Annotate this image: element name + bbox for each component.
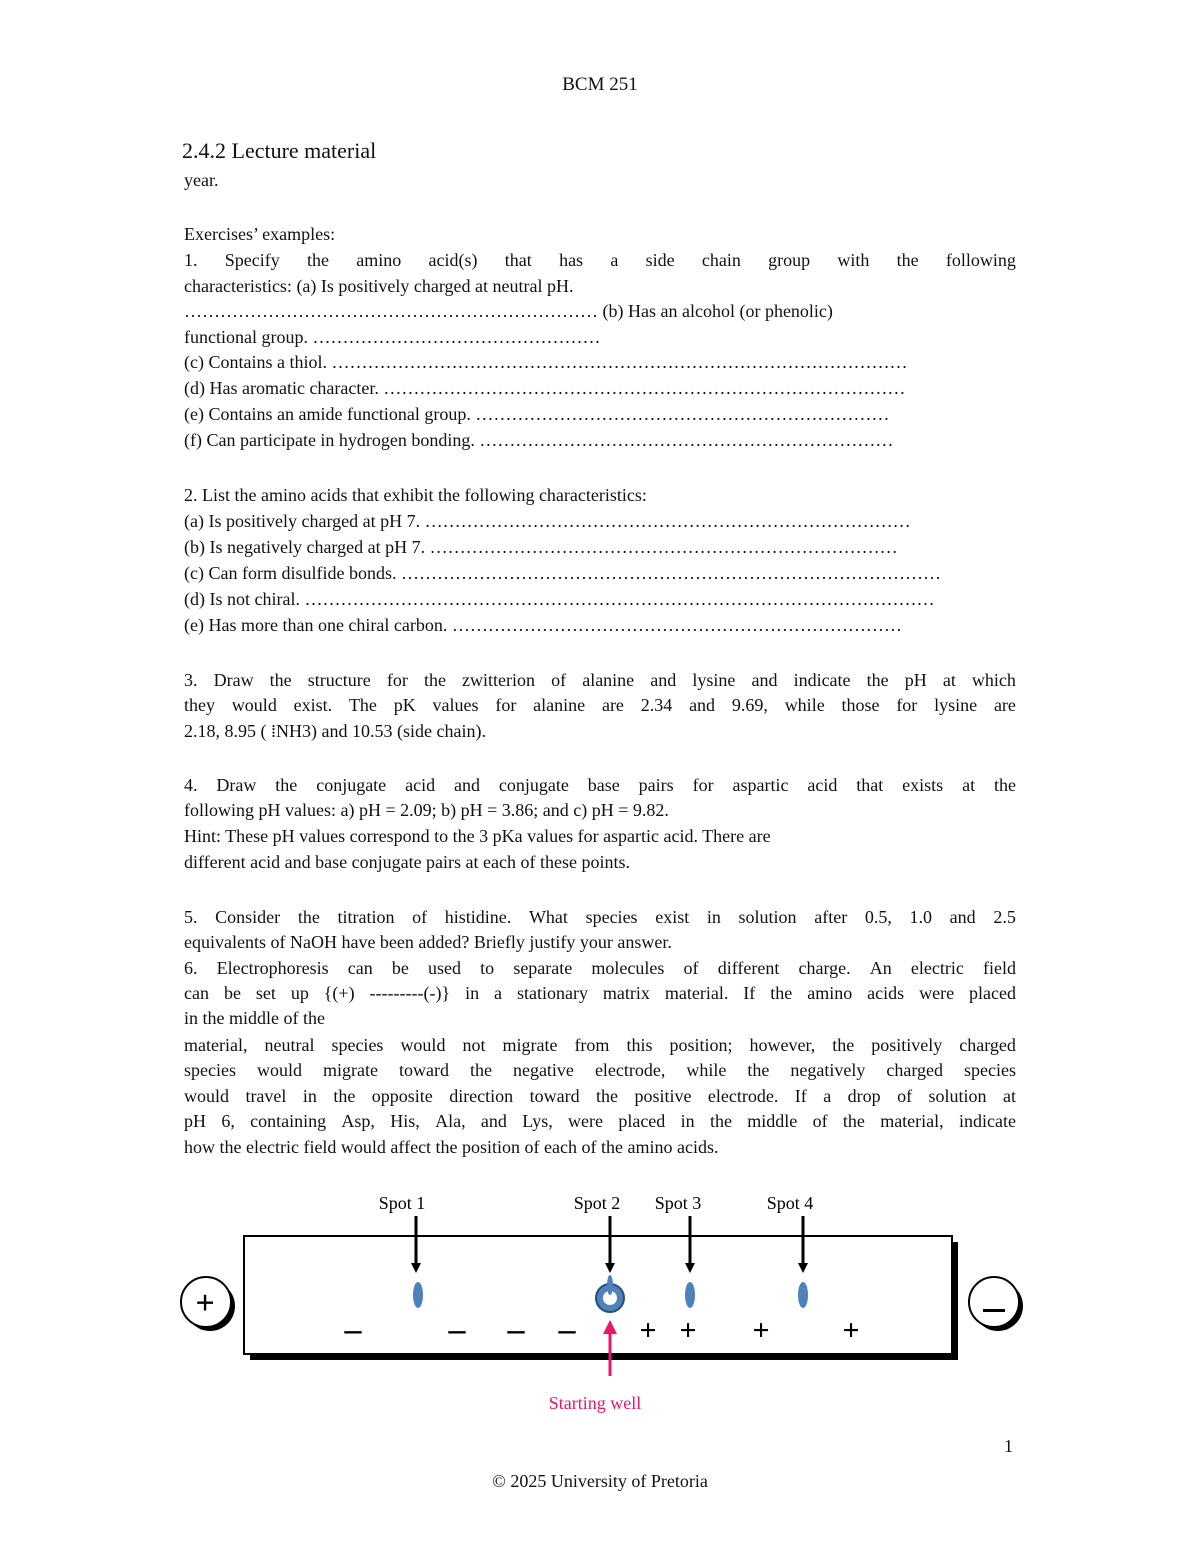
q1-item-d: (d) Has aromatic character. …………………………………………………………………………… — [184, 378, 906, 398]
matrix-sign: – — [344, 1311, 362, 1348]
q2-intro: 2. List the amino acids that exhibit the following characteristics: — [184, 485, 647, 505]
q5-line-2: equivalents of NaOH have been added? Briefly justify your answer. — [184, 932, 672, 952]
matrix-sign: + — [842, 1314, 860, 1347]
spot-2-label: Spot 2 — [573, 1193, 621, 1213]
q1-line-3: …………………………………………………………… (b) Has an alcohol (or phenolic) — [184, 301, 833, 321]
q3-line-3: 2.18, 8.95 ( ⁞NH3) and 10.53 (side chain). — [184, 721, 486, 741]
section-title: 2.4.2 Lecture material — [182, 138, 377, 163]
positive-electrode — [181, 1277, 235, 1331]
matrix-sign: – — [448, 1311, 466, 1348]
q2-item-e: (e) Has more than one chiral carbon. ………………………………………………………………… — [184, 615, 902, 635]
q4-hint-line-1: Hint: These pH values correspond to the 3 pKa values for aspartic acid. There are — [184, 826, 771, 846]
spot-3 — [685, 1282, 695, 1308]
positive-electrode-sign: + — [195, 1285, 215, 1322]
negative-electrode-sign — [983, 1309, 1005, 1312]
q6-line-6: would travel in the opposite direction toward the positive electrode. If a drop of solution at — [184, 1086, 1016, 1106]
electrophoresis-diagram — [0, 1180, 1200, 1420]
q6-line-2: can be set up {(+) ---------(-)} in a stationary matrix material. If the amino acids were placed — [184, 983, 1016, 1003]
page-header: BCM 251 — [562, 74, 638, 95]
copyright: © 2025 University of Pretoria — [492, 1471, 708, 1491]
q2-item-a: (a) Is positively charged at pH 7. ……………………………………………………………………… — [184, 511, 911, 531]
q1-item-f: (f) Can participate in hydrogen bonding. …………………………………………………………… — [184, 430, 894, 450]
q2-item-b: (b) Is negatively charged at pH 7. …………………………………………………………………… — [184, 537, 898, 557]
q1-item-e: (e) Contains an amide functional group. …………………………………………………………… — [184, 404, 890, 424]
q1-line-2: characteristics: (a) Is positively charged at neutral pH. — [184, 276, 574, 296]
matrix-sign: – — [507, 1311, 525, 1348]
page-number: 1 — [1004, 1436, 1013, 1456]
q2-item-c: (c) Can form disulfide bonds. ……………………………………………………………………………… — [184, 563, 941, 583]
exercises-heading: Exercises’ examples: — [184, 224, 336, 244]
matrix-sign: + — [679, 1314, 697, 1347]
starting-well-label: Starting well — [548, 1393, 642, 1413]
section-subtitle: year. — [184, 170, 219, 190]
spot-1 — [413, 1282, 423, 1308]
matrix-sign: + — [752, 1314, 770, 1347]
q2-item-d: (d) Is not chiral. …………………………………………………………………………………………… — [184, 589, 935, 609]
spot-1-label: Spot 1 — [378, 1193, 426, 1213]
q3-line-2: they would exist. The pK values for alanine are 2.34 and 9.69, while those for lysine are — [184, 695, 1016, 715]
spot-3-label: Spot 3 — [654, 1193, 702, 1213]
q4-hint-line-2: different acid and base conjugate pairs at each of these points. — [184, 852, 630, 872]
q6-line-1: 6. Electrophoresis can be used to separate molecules of different charge. An electric field — [184, 958, 1016, 978]
q1-item-c: (c) Contains a thiol. …………………………………………………………………………………… — [184, 352, 908, 372]
matrix-sign: + — [639, 1314, 657, 1347]
q6-line-4: material, neutral species would not migrate from this position; however, the positively charged — [184, 1035, 1016, 1055]
matrix-sign: – — [558, 1311, 576, 1348]
q1-line-4: functional group. ………………………………………… — [184, 327, 601, 347]
q6-line-3: in the middle of the — [184, 1008, 325, 1028]
q6-line-7: pH 6, containing Asp, His, Ala, and Lys, were placed in the middle of the material, indicate — [184, 1111, 1016, 1131]
spot-4-label: Spot 4 — [766, 1193, 814, 1213]
q4-line-2: following pH values: a) pH = 2.09; b) pH = 3.86; and c) pH = 9.82. — [184, 800, 669, 820]
negative-electrode — [969, 1277, 1023, 1331]
q1-line-1: 1. Specify the amino acid(s) that has a side chain group with the following — [184, 250, 1016, 270]
q4-line-1: 4. Draw the conjugate acid and conjugate base pairs for aspartic acid that exists at the — [184, 775, 1016, 795]
q5-line-1: 5. Consider the titration of histidine. What species exist in solution after 0.5, 1.0 and 2.5 — [184, 907, 1016, 927]
q6-line-8: how the electric field would affect the position of each of the amino acids. — [184, 1137, 719, 1157]
q3-line-1: 3. Draw the structure for the zwitterion of alanine and lysine and indicate the pH at which — [184, 670, 1016, 690]
spot-4 — [798, 1282, 808, 1308]
q6-line-5: species would migrate toward the negative electrode, while the negatively charged species — [184, 1060, 1016, 1080]
